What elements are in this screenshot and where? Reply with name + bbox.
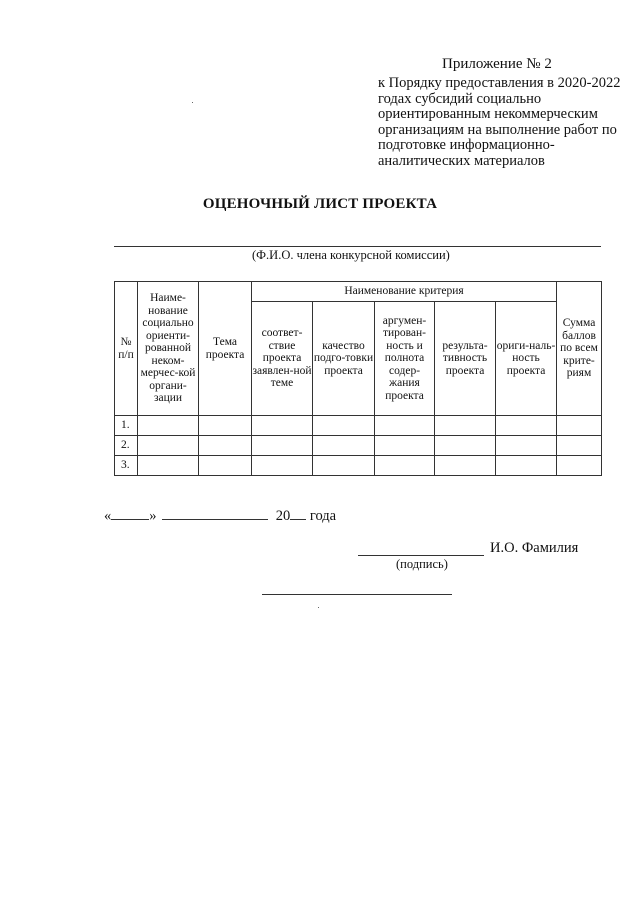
criterion-header: ориги-наль-ность проекта <box>496 302 557 416</box>
table-cell[interactable] <box>435 456 496 476</box>
table-cell[interactable] <box>252 416 313 436</box>
commission-member-line <box>114 246 601 247</box>
date-century: 20 <box>275 508 291 524</box>
day-blank[interactable] <box>111 519 149 520</box>
table-row <box>115 456 602 476</box>
scan-speck <box>192 102 193 103</box>
criterion-header: соответ-ствие проекта заявлен-ной теме <box>252 302 313 416</box>
year-blank[interactable] <box>290 519 306 520</box>
signer-name: И.О. Фамилия <box>490 540 579 556</box>
appendix-title: Приложение № 2 <box>442 56 552 72</box>
table-cell[interactable] <box>496 436 557 456</box>
criterion-header: результа-тивность проекта <box>435 302 496 416</box>
table-cell[interactable] <box>435 416 496 436</box>
table-cell[interactable] <box>496 456 557 476</box>
table-cell[interactable] <box>313 416 375 436</box>
table-cell[interactable] <box>138 436 199 456</box>
month-blank[interactable] <box>162 519 268 520</box>
table-cell[interactable] <box>138 456 199 476</box>
table-cell[interactable] <box>252 456 313 476</box>
header-total: Сумма баллов по всем крите-риям <box>557 282 602 416</box>
signature-line[interactable] <box>358 555 484 556</box>
date-line <box>104 508 336 525</box>
table-cell[interactable] <box>557 456 602 476</box>
table-row <box>115 436 602 456</box>
evaluation-table <box>114 281 602 476</box>
date-open-quote: « <box>104 508 112 524</box>
table-cell[interactable] <box>557 416 602 436</box>
table-cell[interactable] <box>375 436 435 456</box>
header-criteria-group: Наименование критерия <box>252 282 557 302</box>
table-cell[interactable] <box>435 436 496 456</box>
appendix-reference: к Порядку предоставления в 2020-2022 годах субсидий социально ориентированным некоммерческим организациям на выполнение работ по подготовке информационно-аналитических материалов <box>378 75 621 169</box>
row-number: 1. <box>115 416 138 436</box>
criterion-header: аргумен-тирован-ность и полнота содер-жания проекта <box>375 302 435 416</box>
scan-speck <box>318 607 319 608</box>
row-number: 3. <box>115 456 138 476</box>
bottom-line <box>262 594 452 595</box>
table-cell[interactable] <box>199 456 252 476</box>
table-cell[interactable] <box>199 416 252 436</box>
document-title: ОЦЕНОЧНЫЙ ЛИСТ ПРОЕКТА <box>202 196 438 212</box>
signature-caption: (подпись) <box>396 557 448 571</box>
table-cell[interactable] <box>313 456 375 476</box>
commission-member-caption: (Ф.И.О. члена конкурсной комиссии) <box>252 248 450 262</box>
date-close-quote: » <box>149 508 157 524</box>
table-cell[interactable] <box>199 436 252 456</box>
header-number: № п/п <box>115 282 138 416</box>
table-cell[interactable] <box>375 416 435 436</box>
table-cell[interactable] <box>252 436 313 456</box>
date-year-word: года <box>309 508 337 524</box>
row-number: 2. <box>115 436 138 456</box>
criterion-header: качество подго-товки проекта <box>313 302 375 416</box>
table-cell[interactable] <box>313 436 375 456</box>
table-cell[interactable] <box>496 416 557 436</box>
header-project-topic: Тема проекта <box>199 282 252 416</box>
header-org-name: Наиме-нование социально ориенти-рованной неком-мерчес-кой органи-зации <box>138 282 199 416</box>
table-cell[interactable] <box>138 416 199 436</box>
table-cell[interactable] <box>557 436 602 456</box>
table-cell[interactable] <box>375 456 435 476</box>
table-row <box>115 416 602 436</box>
